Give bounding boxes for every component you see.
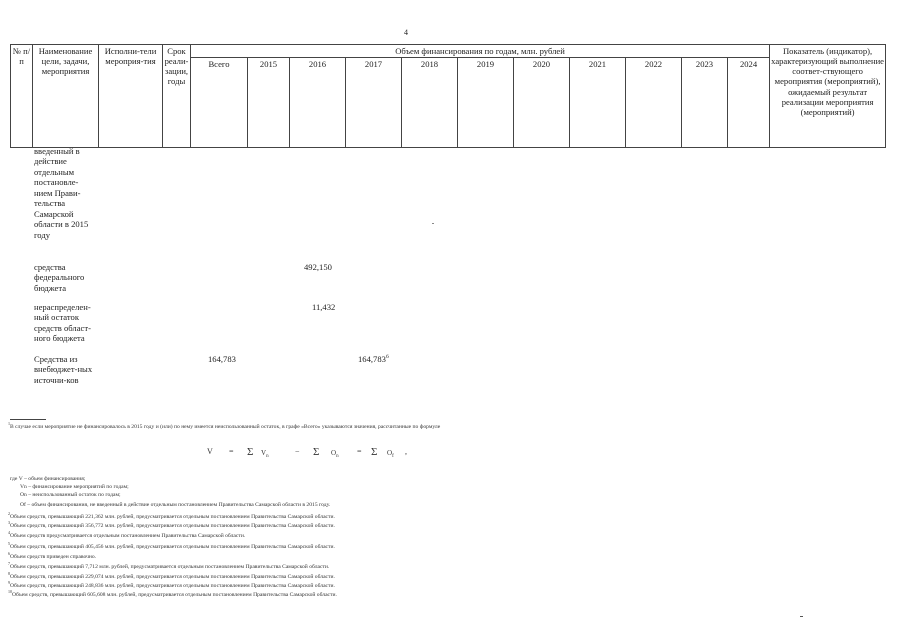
header-year: 2016 [290, 58, 346, 148]
row-name: Средства из внебюджет-ных источни-ков [34, 354, 93, 385]
header-year: 2015 [248, 58, 290, 148]
formula-sum-2: Σ [313, 446, 320, 458]
footnote-separator [10, 419, 46, 420]
header-year: 2024 [728, 58, 770, 148]
formula-eq-2: = [357, 447, 362, 456]
row-name: введенный в действие отдельным постановле-нием Прави-тельства Самарской области в 2015 году [34, 146, 89, 240]
formula-minus: − [295, 447, 300, 456]
header-total: Всего [191, 58, 248, 148]
header-year: 2017 [346, 58, 402, 148]
footnote: $^6$Объем средств приведен справочно. [8, 551, 97, 560]
header-year: 2023 [682, 58, 728, 148]
scan-speck [432, 223, 434, 224]
footnote: $^8$Объем средств, превышающий 229,074 млн. рублей, предусматривается отдельным постановлением Правительства Самарской области. [8, 571, 335, 580]
footnote: $^7$Объем средств, превышающий 7,712 млн. рублей, предусматривается отдельным постановлением Правительства Самарской области. [8, 561, 330, 570]
formula-term-1: $V_n$ [261, 449, 269, 459]
formula-sum-1: Σ [247, 446, 254, 458]
definition: где V – объем финансирования; [10, 476, 86, 482]
header-name: Наименование цели, задачи, мероприятия [33, 45, 99, 148]
formula [205, 440, 425, 466]
value-2016: 11,432 [312, 302, 336, 312]
footnote: $^9$Объем средств, превышающий 248,836 млн. рублей, предусматривается отдельным постановлением Правительства Самарской области. [8, 580, 335, 589]
header-num: № п/п [11, 45, 33, 148]
formula-sum-3: Σ [371, 446, 378, 458]
formula-term-3: $O_f$ [387, 449, 394, 459]
scan-speck [800, 616, 803, 617]
header-year: 2022 [626, 58, 682, 148]
formula-term-2: $O_n$ [331, 449, 339, 459]
header-year: 2019 [458, 58, 514, 148]
footnote: $^{10}$Объем средств, превышающий 605,608 млн. рублей, предусматривается отдельным постановлением Правительства Самарской области. [8, 589, 337, 598]
footnote: $^3$Объем средств, превышающий 356,772 млн. рублей, предусматривается отдельным постановлением Правительства Самарской области. [8, 520, 335, 529]
formula-eq: = [229, 447, 234, 456]
header-year: 2021 [570, 58, 626, 148]
value-2016: 492,150 [304, 262, 332, 272]
header-financing: Объем финансирования по годам, млн. рублей [191, 45, 770, 58]
footnote-intro: $^1$В случае если мероприятие не финансировалось в 2015 году и (или) по нему имеется неиспользованный остаток, в графе «Всего» указываются значения, рассчитанные по формуле [8, 421, 441, 430]
footnote: $^4$Объем средств предусматривается отдельным постановлением Правительства Самарской области. [8, 530, 246, 539]
row-name: нераспределен-ный остаток средств област-ного бюджета [34, 302, 91, 344]
footnote: $^5$Объем средств, превышающий 405,456 млн. рублей, предусматривается отдельным постановлением Правительства Самарской области. [8, 541, 335, 550]
definition: Of – объем финансирования, не введенный в действие отдельным постановлением Правительства Самарской области в 2015 году. [20, 502, 331, 508]
definition: On – неиспользованный остаток по годам; [20, 492, 121, 498]
financing-table [10, 44, 886, 148]
header-executors: Исполни-тели мероприя-тия [99, 45, 163, 148]
header-indicator: Показатель (индикатор), характеризующий выполнение соответ-ствующего мероприятия (мероприятий), ожидаемый результат реализации мероприятия (мероприятий) [770, 45, 886, 148]
formula-lhs: V [207, 447, 213, 456]
header-term: Срок реали-зации, годы [163, 45, 191, 148]
value-total: 164,783 [208, 354, 236, 364]
definition: Vn – финансирование мероприятий по годам; [20, 484, 129, 490]
header-year: 2018 [402, 58, 458, 148]
header-year: 2020 [514, 58, 570, 148]
footnote: $^2$Объем средств, превышающий 221,362 млн. рублей, предусматривается отдельным постановлением Правительства Самарской области. [8, 511, 335, 520]
value-2017: 164,783$^6$ [358, 354, 389, 364]
row-name: средства федерального бюджета [34, 262, 85, 293]
page-number: 4 [404, 28, 408, 37]
formula-tail: , [405, 447, 407, 456]
